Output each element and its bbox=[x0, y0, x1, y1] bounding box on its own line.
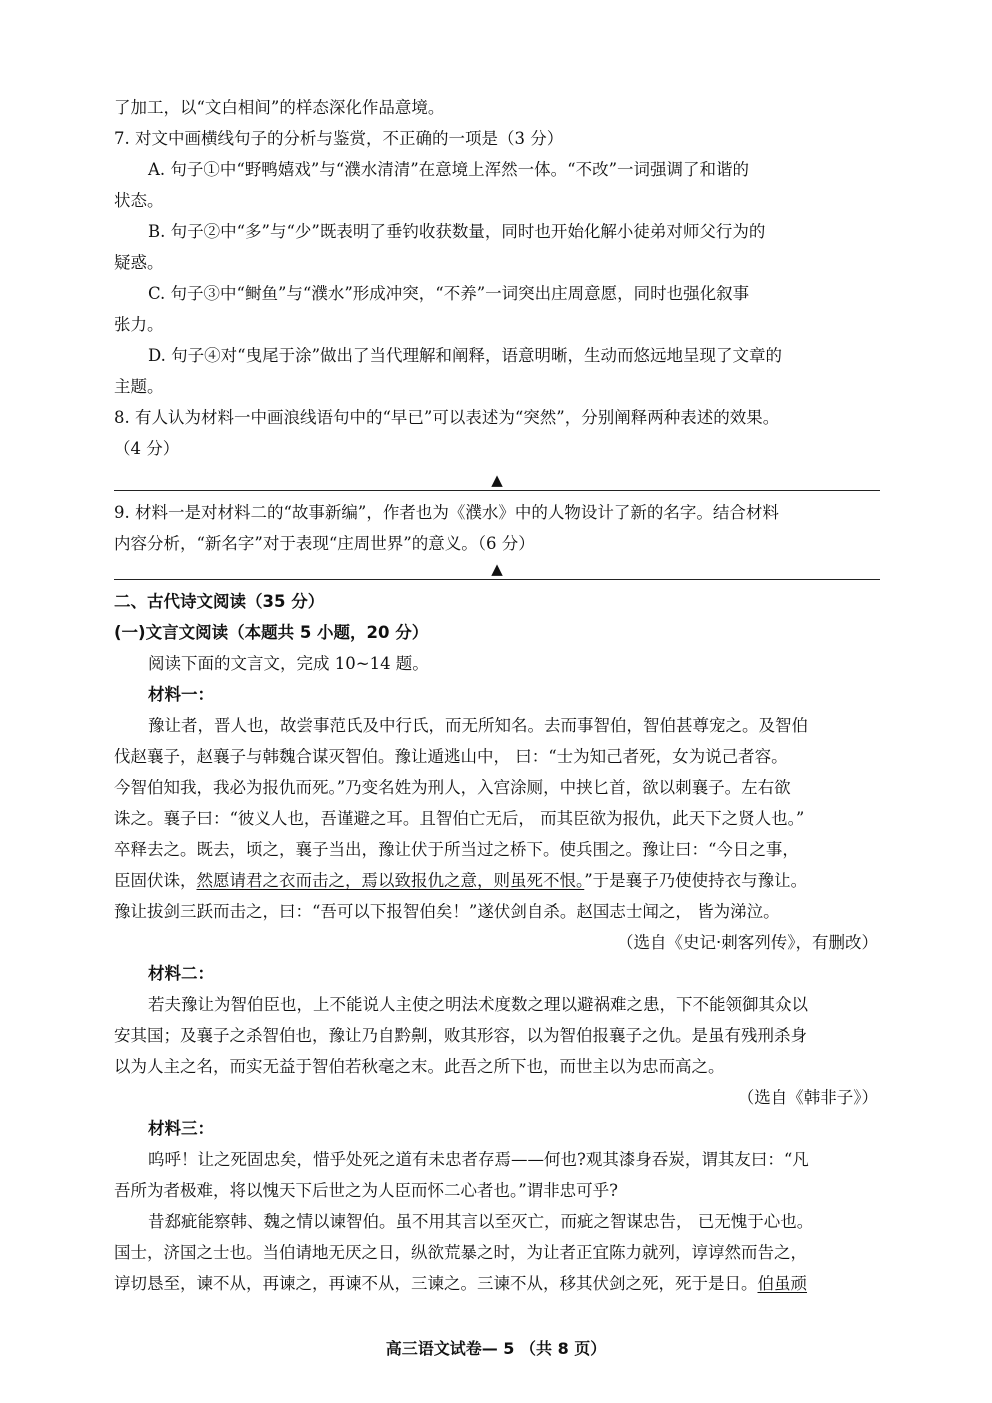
q9-stem: 9. 材料一是对材料二的“故事新编”，作者也为《濮水》中的人物设计了新的名字。结合材料 bbox=[114, 503, 779, 522]
material-3-line: 昔郄疵能察韩、魏之情以谏智伯。虽不用其言以至灭亡，而疵之智谋忠告， 已无愧于心也。 bbox=[148, 1212, 814, 1231]
q7-option-a: A. 句子①中“野鸭嬉戏”与“濮水清清”在意境上浑然一体。“不改”一词强调了和谐的 bbox=[148, 160, 750, 179]
material-1-line: 卒释去之。既去，顷之，襄子当出，豫让伏于所当过之桥下。使兵围之。豫让曰：“今日之事， bbox=[114, 840, 799, 859]
material-2-label: 材料二： bbox=[148, 964, 214, 983]
text-segment: ”于是襄子乃使使持衣与豫让。 bbox=[584, 871, 808, 890]
underlined-sentence: 然愿请君之衣而击之，焉以致报仇之意，则虽死不恨。 bbox=[196, 871, 585, 890]
q7-option-b: B. 句子②中“多”与“少”既表明了垂钓收获数量，同时也开始化解小徒弟对师父行为的 bbox=[148, 222, 766, 241]
q7-option-a-cont: 状态。 bbox=[114, 191, 164, 210]
material-2-source: （选自《韩非子》） bbox=[737, 1088, 878, 1107]
page-footer: 高三语文试卷— 5 （共 8 页） bbox=[385, 1339, 607, 1358]
material-1-line: 今智伯知我，我必为报仇而死。”乃变名姓为刑人，入宫涂厕，中挟匕首，欲以刺襄子。左右欲 bbox=[114, 778, 791, 797]
q7-option-d-cont: 主题。 bbox=[114, 377, 164, 396]
q8-stem: 8. 有人认为材料一中画浪线语句中的“早已”可以表述为“突然”，分别阐释两种表述的效果。 bbox=[114, 408, 780, 427]
material-1-label: 材料一： bbox=[148, 685, 214, 704]
underlined-sentence: 伯虽顽 bbox=[757, 1274, 807, 1293]
divider bbox=[114, 490, 880, 491]
material-3-label: 材料三： bbox=[148, 1119, 214, 1138]
q8-score: （4 分） bbox=[114, 439, 180, 458]
text-segment: 臣固伏诛， bbox=[114, 871, 197, 890]
divider bbox=[114, 579, 880, 580]
material-2-line: 若夫豫让为智伯臣也，上不能说人主使之明法术度数之理以避祸难之患，下不能领御其众以 bbox=[148, 995, 808, 1014]
answer-marker: ▲ bbox=[491, 560, 503, 578]
instruction: 阅读下面的文言文，完成 10~14 题。 bbox=[148, 654, 429, 673]
material-1-line: 伐赵襄子，赵襄子与韩魏合谋灭智伯。豫让遁逃山中， 曰：“士为知己者死，女为说己者容。 bbox=[114, 747, 788, 766]
material-1-line bbox=[114, 865, 880, 896]
q7-stem: 7. 对文中画横线句子的分析与鉴赏，不正确的一项是（3 分） bbox=[114, 129, 564, 148]
q7-option-d: D. 句子④对“曳尾于涂”做出了当代理解和阐释，语意明晰，生动而悠远地呈现了文章的 bbox=[148, 346, 783, 365]
material-2-line: 以为人主之名，而实无益于智伯若秋毫之末。此吾之所下也，而世主以为忠而高之。 bbox=[114, 1057, 725, 1076]
material-3-line bbox=[114, 1268, 880, 1299]
material-3-line: 国士，济国之士也。当伯请地无厌之日，纵欲荒暴之时，为让者正宜陈力就列，谆谆然而告之， bbox=[114, 1243, 807, 1262]
material-3-line: 呜呼！让之死固忠矣，惜乎处死之道有未忠者存焉——何也?观其漆身吞炭，谓其友曰：“凡 bbox=[148, 1150, 809, 1169]
material-1-line: 诛之。襄子曰：“彼义人也，吾谨避之耳。且智伯亡无后， 而其臣欲为报仇，此天下之贤人也。” bbox=[114, 809, 805, 828]
material-1-line: 豫让者，晋人也，故尝事范氏及中行氏，而无所知名。去而事智伯，智伯甚尊宠之。及智伯 bbox=[148, 716, 808, 735]
q7-option-b-cont: 疑惑。 bbox=[114, 253, 164, 272]
material-3-line: 吾所为者极难，将以愧天下后世之为人臣而怀二心者也。”谓非忠可乎? bbox=[114, 1181, 619, 1200]
exam-page bbox=[114, 92, 880, 1299]
material-1-line: 豫让拔剑三跃而击之，曰：“吾可以下报智伯矣！”遂伏剑自杀。赵国志士闻之， 皆为涕泣。 bbox=[114, 902, 780, 921]
answer-marker: ▲ bbox=[491, 471, 503, 489]
section-title: 二、古代诗文阅读（35 分） bbox=[114, 592, 325, 611]
q7-option-c-cont: 张力。 bbox=[114, 315, 164, 334]
continued-text: 了加工，以“文白相间”的样态深化作品意境。 bbox=[114, 98, 445, 117]
text-segment: 谆切恳至，谏不从，再谏之，再谏不从，三谏之。三谏不从，移其伏剑之死，死于是日。 bbox=[114, 1274, 758, 1293]
material-1-source: （选自《史记·刺客列传》，有删改） bbox=[617, 933, 878, 952]
material-2-line: 安其国；及襄子之杀智伯也，豫让乃自黔劓，败其形容，以为智伯报襄子之仇。是虽有残刑杀身 bbox=[114, 1026, 807, 1045]
q7-option-c: C. 句子③中“鲥鱼”与“濮水”形成冲突，“不养”一词突出庄周意愿，同时也强化叙事 bbox=[148, 284, 750, 303]
subsection-title: (一)文言文阅读（本题共 5 小题，20 分） bbox=[114, 623, 429, 642]
q9-stem-cont: 内容分析，“新名字”对于表现“庄周世界”的意义。（6 分） bbox=[114, 534, 535, 553]
